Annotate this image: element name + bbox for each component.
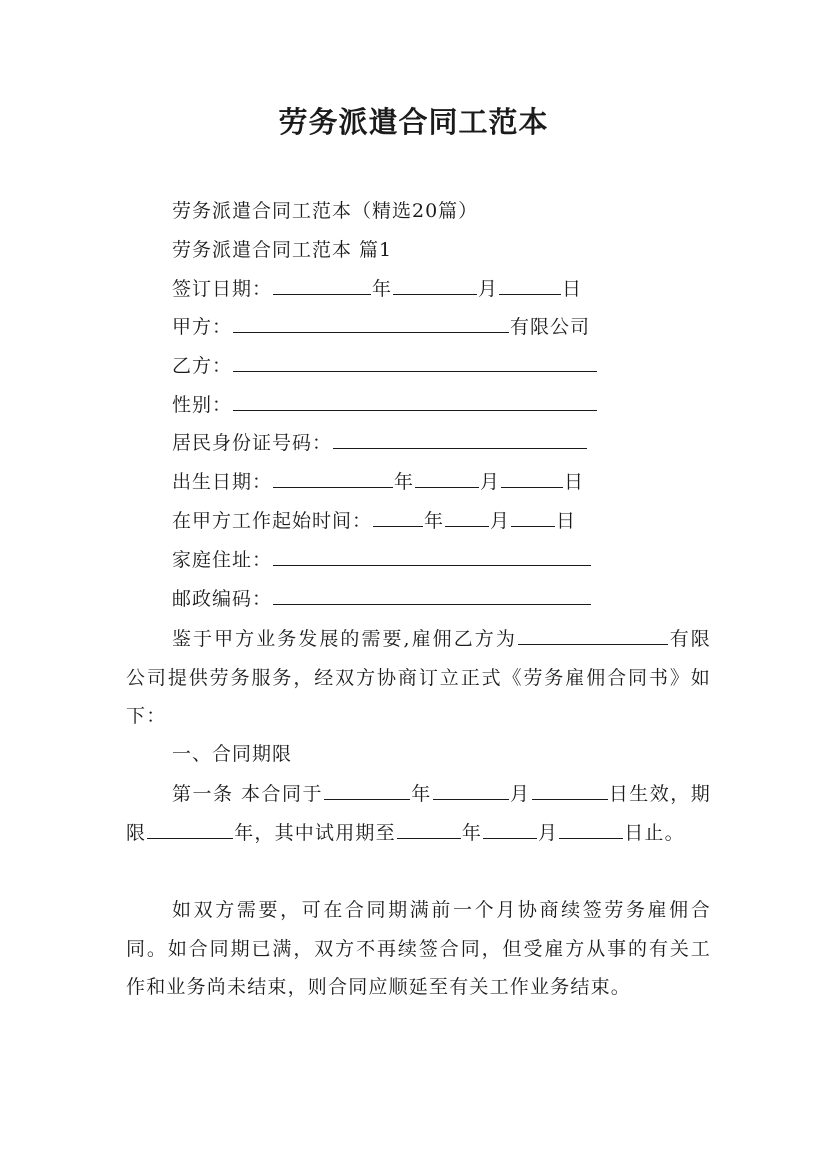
postcode-blank: [273, 584, 591, 605]
birth-year-blank: [273, 467, 393, 488]
sign-year-blank: [273, 274, 371, 295]
intro-paragraph: [126, 620, 711, 736]
sign-month-blank: [393, 274, 477, 295]
effective-month-blank: [433, 779, 509, 800]
start-month-blank: [445, 506, 489, 527]
address-label: 家庭住址：: [172, 549, 273, 571]
effective-day-blank: [532, 779, 608, 800]
day-label: 日: [562, 278, 583, 300]
article-1-paragraph: [126, 775, 711, 852]
intro-text-1: 鉴于甲方业务发展的需要,雇佣乙方为: [172, 628, 517, 650]
article-1-text-8: 日止。: [624, 821, 685, 844]
probation-month-blank: [483, 818, 537, 839]
article-1-text-4: 日生效，期限: [126, 783, 711, 844]
party-a-suffix: 有限公司: [510, 316, 591, 338]
gender-label: 性别：: [172, 394, 233, 416]
article-1-text-5: 年，其中试用期至: [234, 821, 396, 844]
address-row: [172, 545, 592, 575]
day-label: 日: [556, 510, 577, 532]
document-title: 劳务派遣合同工范本: [278, 105, 549, 139]
intro-text-2: 有限公司提供劳务服务，经双方协商订立正式《劳务雇佣合同书》如下：: [126, 628, 711, 727]
article-1-text-2: 年: [410, 783, 432, 805]
article-1-text-6: 年: [461, 821, 483, 844]
month-label: 月: [480, 471, 501, 493]
party-b-row: [172, 351, 598, 381]
id-row: [172, 428, 588, 458]
postcode-label: 邮政编码：: [172, 588, 273, 610]
sign-date-row: [172, 274, 582, 304]
party-a-label: 甲方：: [172, 316, 233, 338]
birth-row: [172, 467, 584, 497]
probation-year-blank: [397, 818, 461, 839]
renewal-paragraph: 如双方需要，可在合同期满前一个月协商续签劳务雇佣合同。如合同期已满，双方不再续签合同，但受雇方从事的有关工作和业务尚未结束，则合同应顺延至有关工作业务结束。: [126, 899, 711, 998]
id-blank: [333, 428, 587, 449]
day-label: 日: [564, 471, 585, 493]
month-label: 月: [490, 510, 511, 532]
effective-year-blank: [324, 779, 410, 800]
intro-company-blank: [518, 624, 668, 645]
birth-month-blank: [415, 467, 479, 488]
gender-blank: [233, 390, 597, 411]
birth-label: 出生日期：: [172, 471, 273, 493]
year-label: 年: [372, 278, 393, 300]
id-label: 居民身份证号码：: [172, 432, 333, 454]
party-a-row: [172, 312, 590, 342]
document-subtitle: 劳务派遣合同工范本（精选20篇）: [172, 200, 479, 222]
article-1-text-7: 月: [538, 821, 559, 844]
postcode-row: [172, 584, 592, 614]
start-row: [172, 506, 576, 536]
sign-date-label: 签订日期：: [172, 278, 273, 300]
article-1-text-1: 第一条 本合同于: [172, 783, 323, 805]
year-label: 年: [424, 510, 445, 532]
start-year-blank: [373, 506, 423, 527]
party-b-blank: [233, 351, 597, 372]
month-label: 月: [478, 278, 499, 300]
article-1-text-3: 月: [509, 783, 531, 805]
gender-row: [172, 390, 598, 420]
address-blank: [273, 545, 591, 566]
party-a-blank: [233, 312, 509, 333]
sign-day-blank: [499, 274, 561, 295]
start-day-blank: [511, 506, 555, 527]
section-title: 劳务派遣合同工范本 篇1: [172, 239, 393, 261]
term-years-blank: [147, 818, 233, 839]
party-b-label: 乙方：: [172, 355, 233, 377]
heading-contract-term: 一、合同期限: [172, 743, 293, 765]
start-label: 在甲方工作起始时间：: [172, 510, 373, 532]
birth-day-blank: [501, 467, 563, 488]
year-label: 年: [394, 471, 415, 493]
probation-day-blank: [559, 818, 623, 839]
